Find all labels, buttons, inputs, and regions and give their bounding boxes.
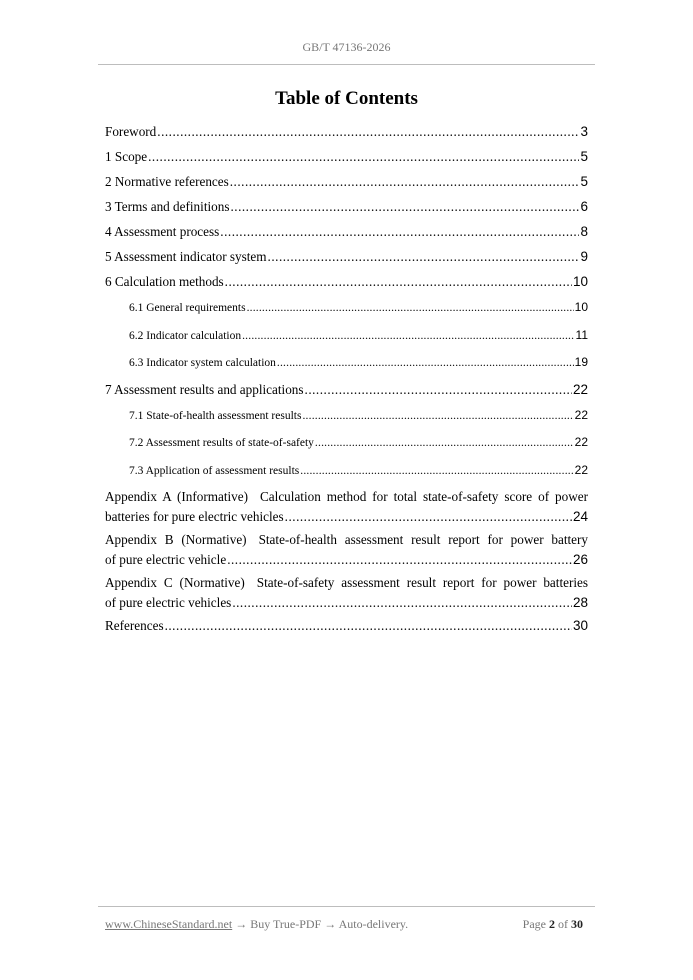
toc-label: of pure electric vehicle	[105, 552, 227, 567]
toc-page-number: 10	[574, 300, 588, 314]
toc-entry-application-results[interactable]	[105, 460, 588, 488]
dot-leader	[230, 197, 579, 217]
arrow-right-icon: →	[235, 917, 248, 931]
toc-entry-indicator-system-calculation[interactable]	[105, 352, 588, 380]
toc-entry-general-requirements[interactable]	[105, 297, 588, 325]
appendix-prefix: Appendix A (Informative)	[105, 489, 249, 504]
dot-leader	[230, 172, 580, 192]
toc-label: 4 Assessment process	[105, 224, 220, 239]
total-pages-number: 30	[571, 917, 583, 931]
toc-entry-indicator-calculation[interactable]	[105, 325, 588, 353]
page-title: Table of Contents	[275, 88, 418, 109]
header-rule	[98, 64, 595, 65]
toc-entry-appendix-c[interactable]	[105, 573, 588, 613]
toc-label: 7.2 Assessment results of state-of-safety	[129, 437, 314, 449]
toc-entry-appendix-a[interactable]	[105, 487, 588, 527]
toc-entry-references[interactable]	[105, 616, 588, 641]
toc-label: Foreword	[105, 124, 157, 139]
footer-buy-link[interactable]: Buy True-PDF	[250, 917, 322, 931]
footer-promo	[105, 917, 408, 932]
toc-page-number: 22	[572, 381, 588, 397]
toc-page-number: 10	[572, 274, 588, 289]
of-word: of	[558, 917, 568, 931]
dot-leader	[277, 353, 574, 373]
dot-leader	[165, 616, 572, 636]
dot-leader	[242, 326, 574, 346]
dot-leader	[225, 272, 572, 292]
dot-leader	[302, 406, 573, 426]
toc-label: 6 Calculation methods	[105, 274, 224, 289]
dot-leader	[315, 433, 574, 453]
toc-label: batteries for pure electric vehicles	[105, 509, 284, 524]
toc-label: 5 Assessment indicator system	[105, 249, 267, 264]
toc-page-number: 6	[580, 199, 588, 214]
toc-entry-soh-results[interactable]	[105, 405, 588, 433]
dot-leader	[232, 593, 572, 613]
toc-page-number: 22	[574, 407, 588, 422]
toc-page-number: 28	[572, 595, 588, 610]
toc-entry-indicator-system[interactable]	[105, 247, 588, 272]
dot-leader	[157, 122, 579, 142]
toc-label-line1	[105, 530, 588, 550]
toc-entry-assessment-process[interactable]	[105, 222, 588, 247]
appendix-prefix: Appendix C (Normative)	[105, 575, 245, 590]
appendix-title: State-of-health assessment result report for power battery	[258, 532, 588, 547]
toc-page-number: 11	[575, 327, 588, 342]
toc-page-number: 24	[572, 509, 588, 524]
appendix-title: State-of-safety assessment result report for power batteries	[256, 575, 588, 590]
toc-page-number: 5	[580, 149, 588, 164]
current-page-number: 2	[549, 917, 555, 931]
toc-label: 6.2 Indicator calculation	[129, 329, 242, 342]
appendix-prefix: Appendix B (Normative)	[105, 532, 247, 547]
dot-leader	[148, 147, 579, 167]
toc-entry-sos-results[interactable]	[105, 432, 588, 460]
toc-entry-foreword[interactable]	[105, 122, 588, 147]
toc-label-line2	[105, 593, 588, 613]
toc-label: 3 Terms and definitions	[105, 199, 230, 214]
toc-label-line2	[105, 507, 588, 527]
toc-page-number: 5	[580, 174, 588, 189]
toc-label: of pure electric vehicles	[105, 595, 232, 610]
toc-page-number: 22	[574, 435, 588, 449]
toc-label-line2	[105, 550, 588, 570]
toc-page-number: 26	[572, 552, 588, 567]
footer-page-indicator	[523, 917, 583, 932]
toc-page-number: 9	[580, 249, 588, 264]
dot-leader	[305, 380, 572, 400]
page-word: Page	[522, 917, 546, 931]
toc-label: 2 Normative references	[105, 174, 229, 189]
dot-leader	[247, 298, 574, 318]
dot-leader	[220, 222, 579, 242]
dot-leader	[268, 247, 580, 267]
dot-leader	[285, 507, 572, 527]
toc-entry-results-applications[interactable]	[105, 380, 588, 405]
toc-page-number: 19	[574, 355, 588, 369]
toc-entry-scope[interactable]	[105, 147, 588, 172]
footer-rule	[98, 906, 595, 907]
footer-delivery-text: Auto-delivery.	[338, 917, 409, 931]
toc-label: 7 Assessment results and applications	[105, 381, 304, 397]
toc-page-number: 22	[574, 462, 588, 477]
toc-page-number: 8	[580, 224, 588, 239]
toc-label: 1 Scope	[105, 149, 148, 164]
toc-label: 6.1 General requirements	[129, 302, 246, 314]
toc-entry-calculation-methods[interactable]	[105, 272, 588, 297]
toc-entry-appendix-b[interactable]	[105, 530, 588, 570]
toc-page-number: 30	[572, 618, 588, 633]
toc-entry-normative-references[interactable]	[105, 172, 588, 197]
toc-label: 7.1 State-of-health assessment results	[129, 409, 302, 422]
toc-label: References	[105, 618, 164, 633]
toc-label-line1	[105, 573, 588, 593]
toc-label: 6.3 Indicator system calculation	[129, 357, 276, 369]
toc-label-line1	[105, 487, 588, 507]
header-document-code: GB/T 47136-2026	[302, 40, 391, 54]
footer-site-link[interactable]: www.ChineseStandard.net	[105, 917, 233, 931]
appendix-title: Calculation method for total state-of-safety score of power	[260, 489, 589, 504]
table-of-contents	[105, 122, 588, 641]
dot-leader	[300, 461, 573, 481]
toc-label: 7.3 Application of assessment results	[129, 464, 300, 477]
dot-leader	[227, 550, 572, 570]
toc-page-number: 3	[580, 124, 588, 139]
arrow-right-icon: →	[324, 917, 337, 931]
toc-entry-terms-definitions[interactable]	[105, 197, 588, 222]
